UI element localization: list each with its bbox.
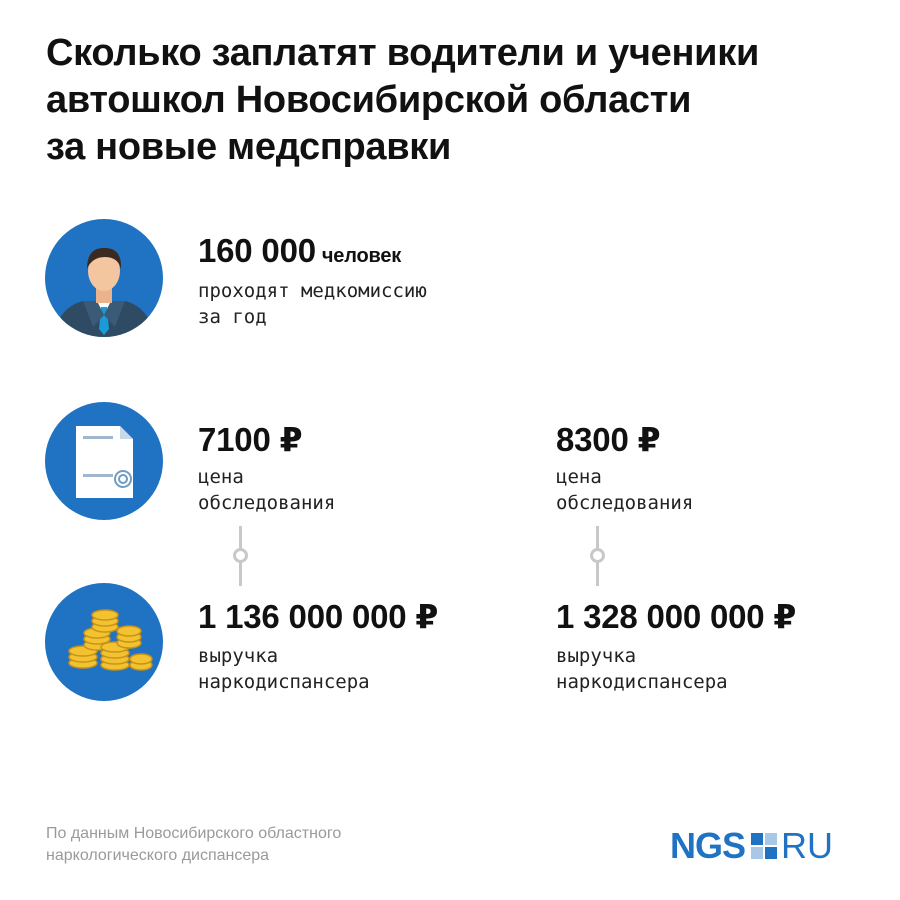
- source-line-1: По данным Новосибирского областного: [46, 825, 342, 842]
- people-desc-line-1: проходят медкомиссию: [198, 280, 427, 302]
- logo-squares-icon: [751, 833, 777, 859]
- title-line-1: Сколько заплатят водители и ученики: [46, 32, 760, 74]
- revenue-left-value: 1 136 000 000 ₽: [198, 598, 439, 635]
- infographic-title: [46, 30, 866, 171]
- logo-left-text: NGS: [670, 825, 746, 866]
- price-right-value: 8300 ₽: [556, 421, 661, 458]
- source-line-2: наркологического диспансера: [46, 847, 270, 864]
- price-left-value: 7100 ₽: [198, 421, 303, 458]
- source-note: [46, 823, 341, 867]
- revenue-right-desc-line-2: наркодиспансера: [556, 671, 728, 693]
- price-right-desc-line-1: цена: [556, 466, 602, 488]
- businessman-avatar-icon: [45, 219, 163, 337]
- people-count-value: 160 000: [198, 232, 316, 269]
- title-line-2: автошкол Новосибирской области: [46, 79, 692, 121]
- price-right-desc-line-2: обследования: [556, 492, 694, 514]
- revenue-right-desc-line-1: выручка: [556, 645, 637, 667]
- revenue-left-desc-line-1: выручка: [198, 645, 279, 667]
- people-description: [198, 278, 427, 330]
- price-left-description: [198, 464, 335, 516]
- people-count: [198, 232, 401, 270]
- coin-stacks-icon: [45, 583, 163, 701]
- document-certificate-icon: [45, 402, 163, 520]
- revenue-right-description: [556, 643, 728, 695]
- logo-right-text: RU: [781, 825, 834, 866]
- title-line-3: за новые медсправки: [46, 126, 452, 168]
- connector-left: [232, 526, 248, 586]
- revenue-left-description: [198, 643, 370, 695]
- revenue-left-desc-line-2: наркодиспансера: [198, 671, 370, 693]
- price-left-desc-line-2: обследования: [198, 492, 336, 514]
- ngs-logo: [670, 826, 833, 866]
- connector-right: [589, 526, 605, 586]
- price-right-description: [556, 464, 693, 516]
- price-left-desc-line-1: цена: [198, 466, 244, 488]
- revenue-right-value: 1 328 000 000 ₽: [556, 598, 797, 635]
- people-desc-line-2: за год: [198, 306, 267, 328]
- people-count-unit: человек: [321, 245, 402, 267]
